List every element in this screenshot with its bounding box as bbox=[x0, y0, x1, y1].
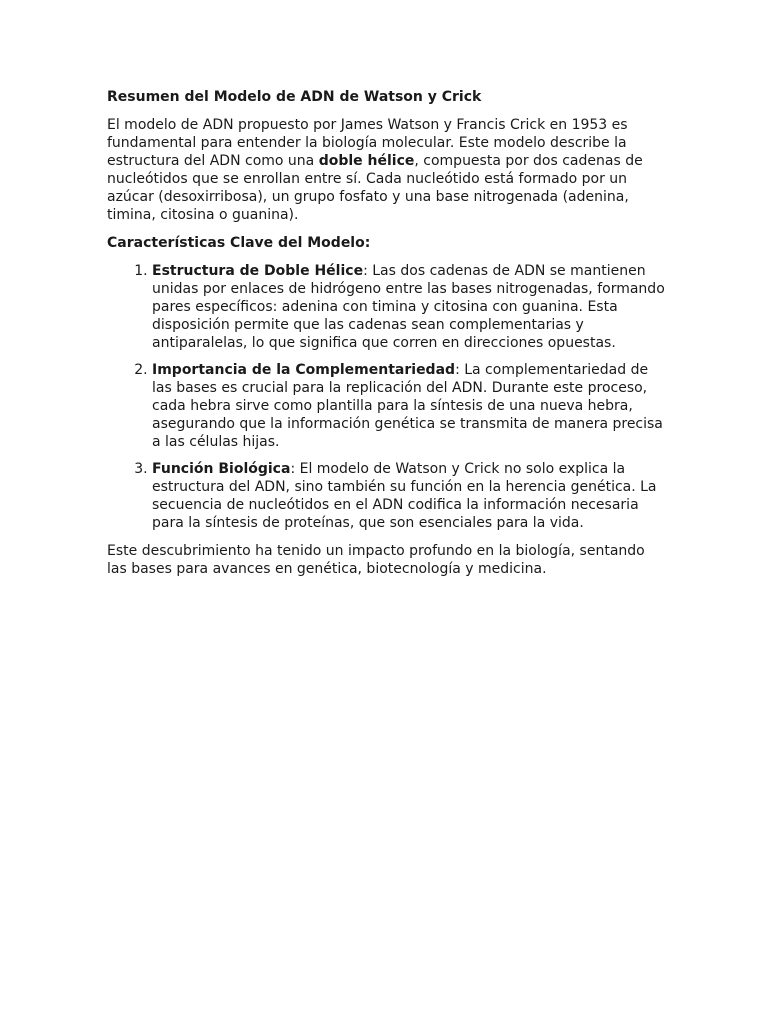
intro-paragraph bbox=[107, 116, 667, 224]
intro-text-start: El modelo de ADN propuesto por James Watson y Francis Crick en 1953 es fundamental para entender la biología molecular. Este modelo describe la estructura del ADN como una bbox=[107, 117, 628, 169]
list-item bbox=[152, 262, 667, 352]
document-title: Resumen del Modelo de ADN de Watson y Crick bbox=[107, 89, 482, 105]
list-item-term: Función Biológica bbox=[152, 461, 291, 477]
conclusion-paragraph: Este descubrimiento ha tenido un impacto profundo en la biología, sentando las bases para avances en genética, biotecnología y medicina. bbox=[107, 543, 645, 577]
intro-bold-term: doble hélice bbox=[318, 153, 415, 169]
intro-text-end: , compuesta por dos cadenas de nucleótidos que se enrollan entre sí. Cada nucleótido está formado por un azúcar (desoxirribosa), un grupo fosfato y una base nitrogenada (adenina, timina, citosina o guanina). bbox=[107, 153, 643, 223]
list-item bbox=[152, 460, 667, 532]
list-item-term: Estructura de Doble Hélice bbox=[152, 263, 364, 279]
characteristics-list bbox=[107, 262, 667, 532]
list-item-text: : La complementariedad de las bases es crucial para la replicación del ADN. Durante este proceso, cada hebra sirve como plantilla para la síntesis de una nueva hebra, asegurando que la información genética se transmita de manera precisa a las células hijas. bbox=[152, 362, 663, 450]
list-item-text: : El modelo de Watson y Crick no solo explica la estructura del ADN, sino también su función en la herencia genética. La secuencia de nucleótidos en el ADN codifica la información necesaria para la síntesis de proteínas, que son esenciales para la vida. bbox=[152, 461, 657, 531]
list-item-text: : Las dos cadenas de ADN se mantienen unidas por enlaces de hidrógeno entre las bases nitrogenadas, formando pares específicos: adenina con timina y citosina con guanina. Esta disposición permite que las cadenas sean complementarias y antiparalelas, lo que significa que corren en direcciones opuestas. bbox=[152, 263, 665, 351]
section-heading: Características Clave del Modelo: bbox=[107, 235, 371, 251]
list-item bbox=[152, 361, 667, 451]
document-page bbox=[107, 88, 667, 588]
list-item-term: Importancia de la Complementariedad bbox=[152, 362, 456, 378]
